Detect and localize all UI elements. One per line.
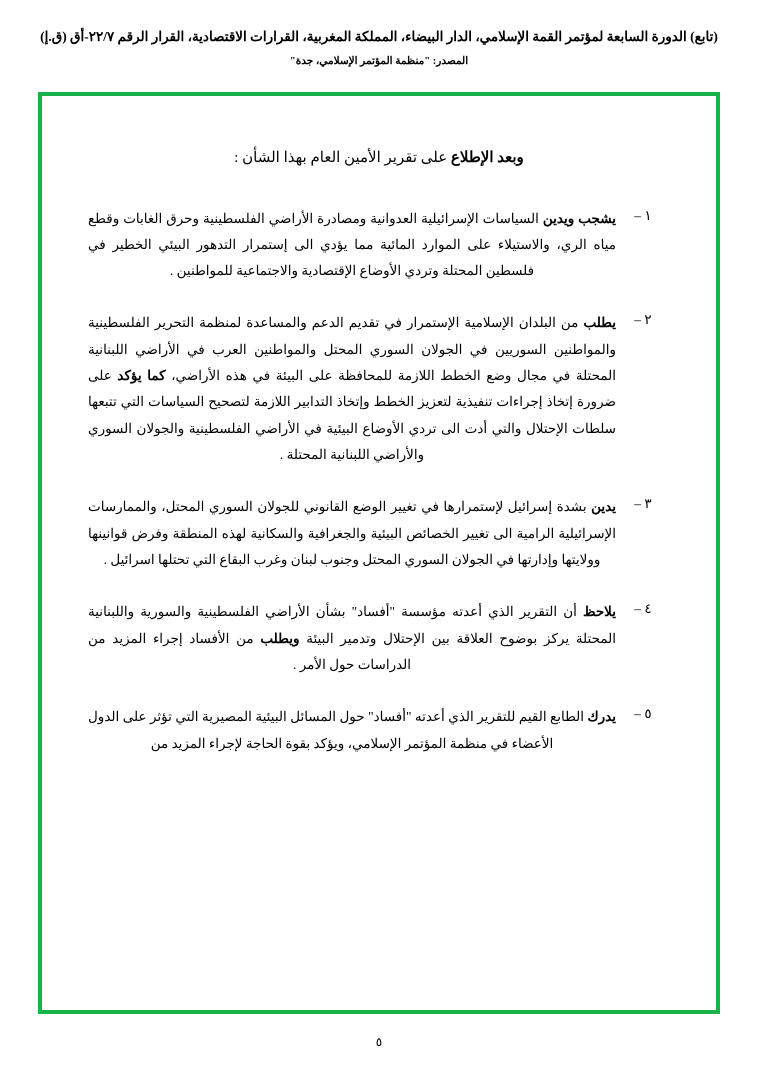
intro-paragraph	[88, 146, 670, 172]
clause-text	[88, 310, 616, 468]
clause-body-text: بشدة إسرائيل لإستمرارها في تغيير الوضع القانوني للجولان السوري المحتل، والممارسات الإسرائيلية الرامية الى تغيير الخصائص البيئية والجغرافية والسكانية لهذه المنطقة وفرض قوانينها وولايتها وإدارتها في الجولان السوري المحتل وجنوب لبنان وغرب البقاع التي تحتلها اسرائيل .	[88, 499, 616, 567]
clause-body-text: السياسات الإسرائيلية العدوانية ومصادرة الأراضي الفلسطينية وحرق الغابات وقطع مياه الري، والاستيلاء على الموارد المائية مما يؤدي الى إستمرار التدهور البيئي الخطير في فلسطين المحتلة وتردي الأوضاع الإقتصادية والاجتماعية للمواطنين .	[88, 210, 616, 279]
clause-text	[88, 494, 616, 573]
clause-item	[88, 494, 670, 573]
clause-number: ٢ –	[634, 312, 652, 328]
clause-item	[88, 310, 670, 468]
clause-body-text-2: من الأفساد إجراء المزيد من الدراسات حول الأمر .	[88, 630, 412, 672]
clause-item	[88, 206, 670, 285]
header-title: (تابع) الدورة السابعة لمؤتمر القمة الإسلامي، الدار البيضاء، المملكة المغربية، القرارات الاقتصادية، القرار الرقم ٢٢/٧-أق (ق.إ)	[40, 29, 718, 44]
clause-body-text-2: على ضرورة إتخاذ إجراءات تنفيذية لتعزيز الخطط وإتخاذ التدابير اللازمة لتصحيح السياسات التي تتبعها سلطات الإحتلال والتي أدت الى تردي الأوضاع البيئية في الأراضي الفلسطينية والجولان السوري والأراضي اللبنانية المحتلة .	[88, 368, 616, 462]
clause-text	[88, 599, 616, 678]
clause-lead: يشجب ويدين	[542, 210, 616, 226]
intro-lead: وبعد الإطلاع	[450, 150, 524, 166]
clause-emphasis: ويطلب	[260, 630, 300, 646]
clause-number: ٥ –	[634, 706, 652, 722]
clause-number: ٣ –	[634, 496, 652, 512]
clause-text	[88, 704, 616, 757]
clause-number: ٤ –	[634, 601, 652, 617]
clause-lead: يلاحظ	[583, 604, 616, 620]
clause-lead: يطلب	[583, 315, 616, 331]
document-header	[0, 28, 758, 67]
clause-text	[88, 206, 616, 285]
intro-rest: على تقرير الأمين العام بهذا الشأن :	[234, 150, 451, 166]
clause-body-text: من البلدان الإسلامية الإستمرار في تقديم الدعم والمساعدة لمنظمة التحرير الفلسطينية والمواطنين السوريين في الجولان السوري المحتل والمواطنين العرب في الأراضي اللبنانية المحتلة في مجال وضع الخطط اللازمة للمحافظة على البيئة في هذه الأراضي،	[88, 315, 617, 384]
clause-lead: يدين	[591, 499, 616, 515]
clause-lead: يدرك	[587, 709, 616, 725]
clause-item	[88, 704, 670, 757]
clause-emphasis: كما يؤكد	[117, 368, 166, 384]
document-body	[62, 116, 696, 996]
clause-body-text: الطابع القيم للتقرير الذي أعدته "أفساد" حول المسائل البيئية المصيرية التي تؤثر على الدول الأعضاء في منظمة المؤتمر الإسلامي، ويؤكد بقوة الحاجة لإجراء المزيد من	[88, 709, 588, 751]
header-source: المصدر: "منظمة المؤتمر الإسلامي، جدة"	[289, 55, 469, 67]
clause-item	[88, 599, 670, 678]
clause-body-text: أن التقرير الذي أعدته مؤسسة "أفساد" بشأن الأراضي الفلسطينية والسورية واللبنانية المحتلة يركز بوضوح العلاقة بين الإحتلال وتدمير البيئة	[88, 604, 616, 646]
page-number: ٥	[375, 1035, 383, 1049]
clause-number: ١ –	[634, 207, 652, 223]
